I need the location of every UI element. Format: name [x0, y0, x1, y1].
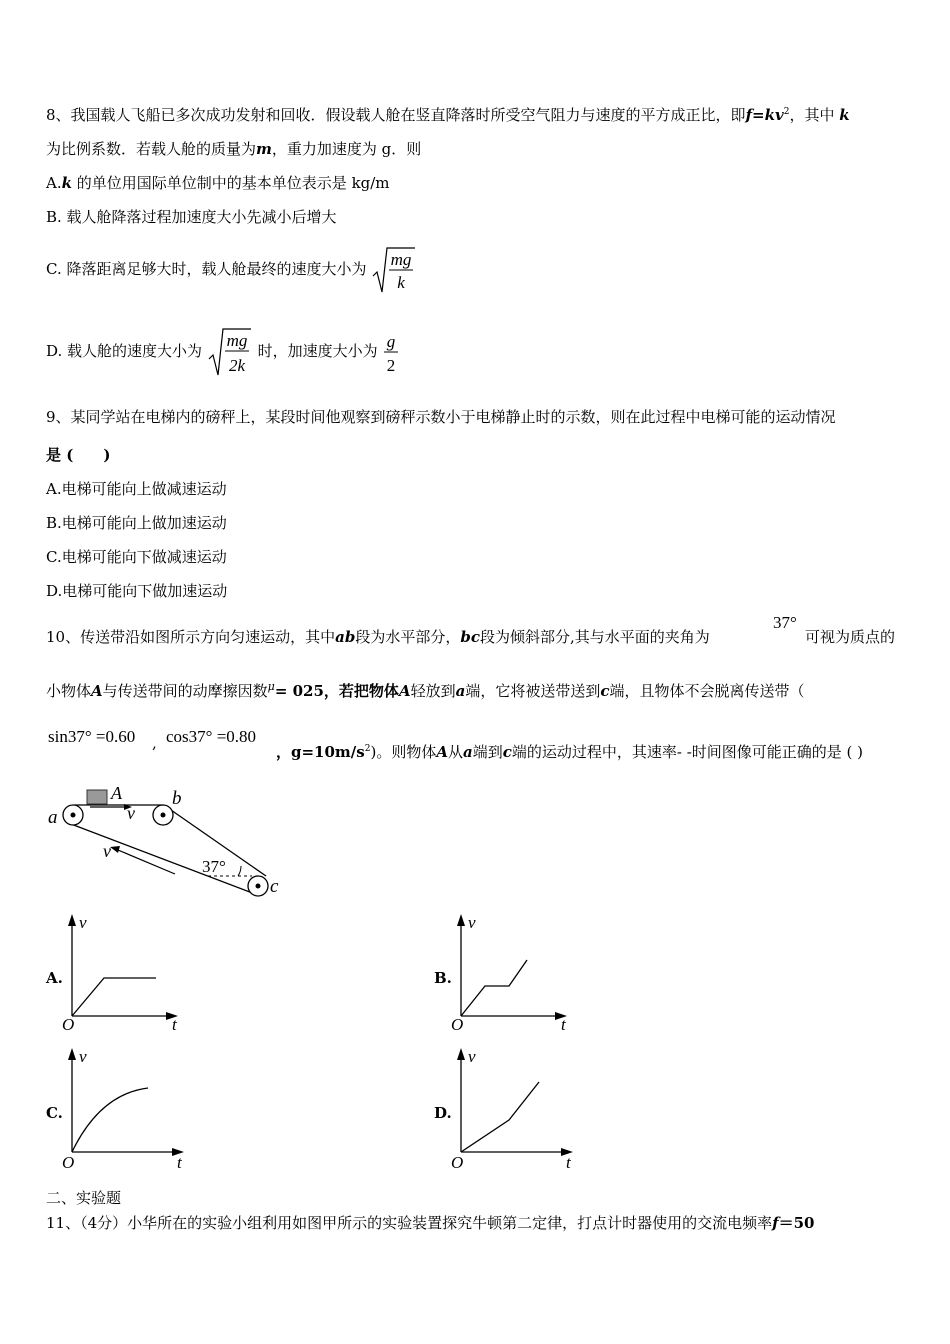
y-axis-arrow-icon [457, 914, 465, 926]
q8-option-d: D. 载人舱的速度大小为 mg 2k 时，加速度大小为 g 2 [46, 326, 400, 377]
q10-angle: 37° [773, 613, 797, 632]
conveyor-belt-diagram [40, 780, 300, 905]
q10-line3: ，$g=10m/s^2$)。则物体A从a端到c端的运动过程中，其速率- -时间图像可能正确的是 ( ) [276, 743, 864, 761]
q8-option-a: A.k 的单位用国际单位制中的基本单位表示是 kg/m [46, 174, 390, 192]
option-b-origin: O [451, 1015, 464, 1034]
sqrt-mg-2k-icon [207, 327, 253, 377]
y-axis-arrow-icon [457, 1048, 465, 1060]
q11-line1: 11、（4分）小华所在的实验小组利用如图甲所示的实验装置探究牛顿第二定律，打点计时器使用的交流电频率f＝50 [46, 1214, 815, 1232]
q10-sin-value: sin37° =0.60 [48, 727, 136, 746]
option-a-origin: O [62, 1015, 75, 1034]
frac-g-numerator: g [387, 332, 396, 351]
q8-line2: 为比例系数．若载人舱的质量为m，重力加速度为 g．则 [46, 140, 422, 158]
label-b: b [172, 788, 182, 809]
frac-g-denominator: 2 [387, 356, 396, 375]
option-c-graph[interactable] [60, 1046, 195, 1176]
y-axis-arrow-icon [68, 914, 76, 926]
q9-option-d: D.电梯可能向下做加速运动 [46, 582, 228, 600]
option-d-v: v [468, 1047, 476, 1066]
label-c: c [270, 876, 279, 897]
option-d-t: t [566, 1153, 571, 1172]
belt-lower [71, 824, 255, 894]
option-d-origin: O [451, 1153, 464, 1172]
option-b-t: t [561, 1015, 566, 1034]
label-v-top: v [127, 803, 135, 823]
q10-comma: , [152, 734, 157, 752]
label-block-a: A [111, 783, 122, 803]
option-b-v: v [468, 913, 476, 932]
option-c-v: v [79, 1047, 87, 1066]
option-b-graph[interactable] [449, 912, 579, 1037]
q9-option-a: A.电梯可能向上做减速运动 [46, 480, 227, 498]
q10-line1-tail: 可视为质点的 [805, 628, 896, 646]
velocity-arrow-lower [110, 846, 120, 853]
option-c-t: t [177, 1153, 182, 1172]
label-v-lower: v [103, 841, 111, 861]
q10-line2: 小物体A与传送带间的动摩擦因数$^\mu$= 025，若把物体A轻放到a端，它将被送带送到c端，且物体不会脱离传送带（ [46, 680, 805, 700]
q9-line2: 是 ( ) [46, 446, 111, 464]
option-d-curve [461, 1082, 539, 1152]
sqrt-sign-icon [371, 246, 417, 294]
option-d-graph[interactable] [449, 1046, 584, 1176]
q9-option-c: C.电梯可能向下做减速运动 [46, 548, 227, 566]
sqrt-c-numerator: mg [390, 250, 412, 269]
option-a-graph[interactable] [60, 912, 190, 1037]
q9-line1: 9、某同学站在电梯内的磅秤上，某段时间他观察到磅秤示数小于电梯静止时的示数，则在此过程中电梯可能的运动情况 [46, 408, 836, 426]
sqrt-mg-k [371, 246, 417, 294]
option-d-label[interactable]: D. [434, 1104, 452, 1122]
option-c-origin: O [62, 1153, 75, 1172]
option-b-label[interactable]: B. [434, 969, 452, 987]
q8-line1: 8、我国载人飞船已多次成功发射和回收．假设载人舱在竖直降落时所受空气阻力与速度的平方成正比，即$f=kv^2$，其中 k [46, 106, 850, 124]
sqrt-d-denominator: 2k [228, 356, 245, 375]
sqrt-d-numerator: mg [226, 331, 248, 350]
option-c-curve [72, 1088, 148, 1152]
q9-option-b: B.电梯可能向上做加速运动 [46, 514, 227, 532]
section-heading: 二、实验题 [46, 1189, 122, 1207]
y-axis-arrow-icon [68, 1048, 76, 1060]
option-a-v: v [79, 913, 87, 932]
q8-option-c: C. 降落距离足够大时，载人舱最终的速度大小为 mg k [46, 246, 417, 294]
label-a: a [48, 807, 58, 828]
q8-option-b: B. 载人舱降落过程加速度大小先减小后增大 [46, 208, 337, 226]
q10-line1: 10、传送带沿如图所示方向匀速运动，其中ab段为水平部分，bc段为倾斜部分,其与水平面的夹角为 [46, 628, 710, 646]
option-b-curve [461, 960, 527, 1016]
option-a-curve [72, 978, 156, 1016]
option-a-label[interactable]: A. [46, 969, 63, 987]
sqrt-c-denominator: k [397, 273, 406, 292]
fraction-g-2 [382, 329, 400, 375]
block-a [87, 790, 107, 804]
option-c-label[interactable]: C. [46, 1104, 63, 1122]
q10-cos-value: cos37° =0.80 [166, 727, 257, 746]
angle-arc [238, 866, 241, 876]
option-a-t: t [172, 1015, 177, 1034]
label-angle: 37° [202, 857, 226, 876]
